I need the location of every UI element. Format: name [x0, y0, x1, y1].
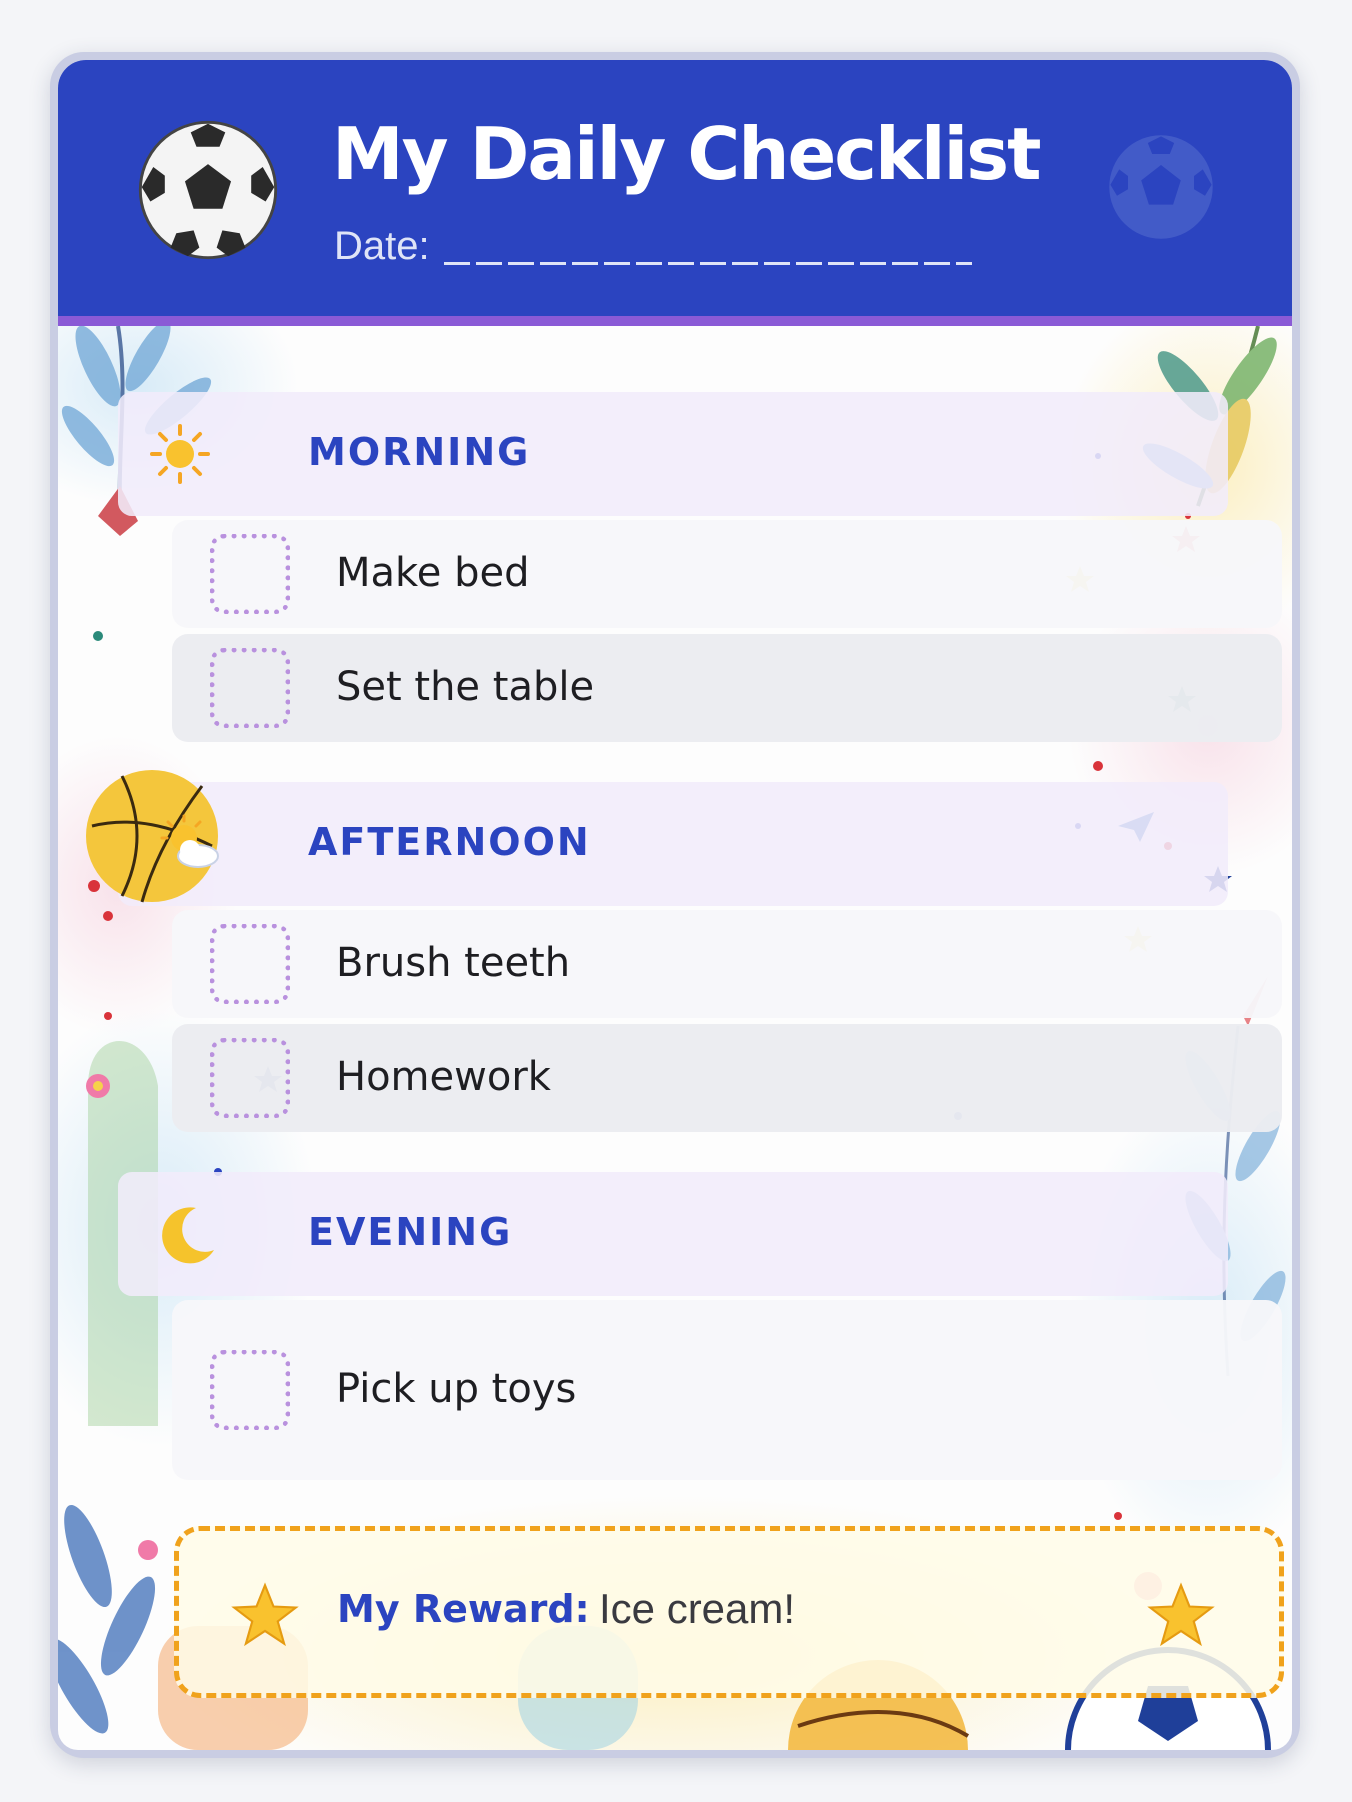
page-title: My Daily Checklist	[332, 112, 1040, 196]
reward-label: My Reward:	[337, 1587, 590, 1631]
task-label: Pick up toys	[336, 1366, 577, 1412]
section-label: AFTERNOON	[308, 820, 591, 864]
star-icon	[231, 1581, 299, 1649]
checklist-sheet	[58, 60, 1292, 1750]
reward-value[interactable]: Ice cream!	[599, 1585, 796, 1632]
header-banner	[58, 60, 1292, 326]
date-row	[334, 224, 972, 269]
crescent-moon-icon	[156, 1202, 220, 1266]
section-morning	[118, 392, 1228, 516]
task-row[interactable]	[172, 634, 1282, 742]
task-row[interactable]	[172, 910, 1282, 1018]
task-checkbox[interactable]	[210, 1038, 290, 1118]
date-label: Date:	[334, 224, 430, 268]
sun-behind-cloud-icon	[158, 812, 222, 876]
reward-box	[174, 1526, 1284, 1698]
task-checkbox[interactable]	[210, 534, 290, 614]
soccer-ball-icon	[1106, 132, 1216, 242]
task-row[interactable]	[172, 1300, 1282, 1480]
task-label: Homework	[336, 1054, 551, 1100]
soccer-ball-icon	[136, 118, 280, 262]
task-checkbox[interactable]	[210, 1350, 290, 1430]
section-label: MORNING	[308, 430, 531, 474]
task-row[interactable]	[172, 1024, 1282, 1132]
task-label: Make bed	[336, 550, 530, 596]
task-label: Brush teeth	[336, 940, 571, 986]
leaf-branch-bottom-left	[58, 1500, 165, 1741]
checklist-card	[50, 52, 1300, 1758]
section-label: EVENING	[308, 1210, 513, 1254]
star-icon	[1147, 1581, 1215, 1649]
task-row[interactable]	[172, 520, 1282, 628]
date-blank-line[interactable]	[444, 262, 972, 265]
section-afternoon	[118, 782, 1228, 906]
task-checkbox[interactable]	[210, 924, 290, 1004]
task-checkbox[interactable]	[210, 648, 290, 728]
task-label: Set the table	[336, 664, 595, 710]
section-evening	[118, 1172, 1228, 1296]
sun-icon	[148, 422, 212, 486]
